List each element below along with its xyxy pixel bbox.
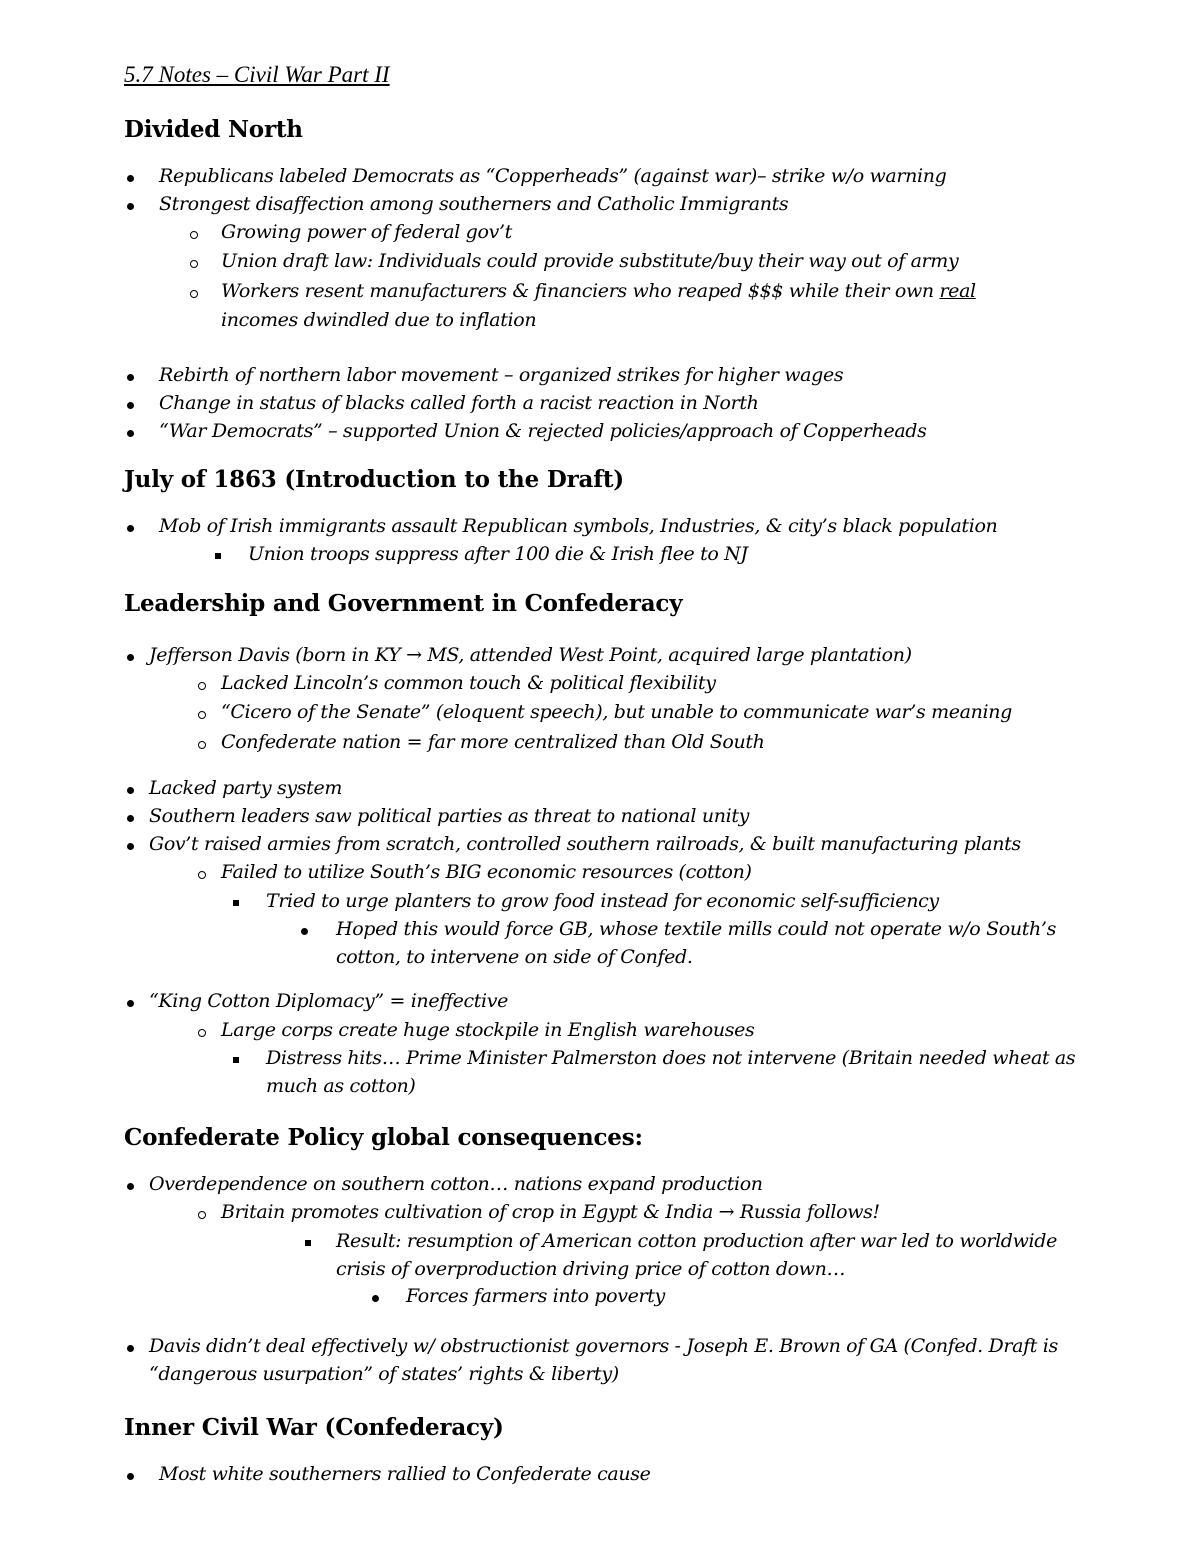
- page-title: 5.7 Notes – Civil War Part II: [124, 62, 390, 87]
- circle-bullet-icon: [198, 682, 206, 690]
- bullet-icon: [127, 815, 134, 822]
- heading-divided-north: Divided North: [124, 116, 303, 143]
- note-line: much as cotton): [266, 1075, 416, 1097]
- note-line: Result: resumption of American cotton production after war led to worldwide: [336, 1230, 1057, 1252]
- underlined-word: real: [939, 280, 976, 302]
- note-line: cotton, to intervene on side of Confed.: [336, 946, 693, 968]
- bullet-icon: [127, 787, 134, 794]
- note-line: Growing power of federal gov’t: [221, 221, 512, 243]
- square-bullet-icon: [233, 1057, 239, 1063]
- note-line: Davis didn’t deal effectively w/ obstructionist governors - Joseph E. Brown of GA (Confed. Draft is: [149, 1335, 1058, 1357]
- circle-bullet-icon: [190, 290, 198, 298]
- note-line: Tried to urge planters to grow food instead for economic self-sufficiency: [266, 890, 939, 912]
- bullet-icon: [127, 1345, 134, 1352]
- circle-bullet-icon: [198, 871, 206, 879]
- note-line: Republicans labeled Democrats as “Copperheads” (against war)– strike w/o warning: [159, 165, 947, 187]
- bullet-icon: [127, 203, 134, 210]
- bullet-icon: [127, 654, 134, 661]
- note-line: “Cicero of the Senate” (eloquent speech), but unable to communicate war’s meaning: [221, 701, 1012, 723]
- circle-bullet-icon: [198, 711, 206, 719]
- bullet-icon: [127, 175, 134, 182]
- bullet-icon: [127, 1183, 134, 1190]
- bullet-icon: [127, 1473, 134, 1480]
- note-line: incomes dwindled due to inflation: [221, 309, 537, 331]
- bullet-icon: [127, 402, 134, 409]
- heading-july-1863: July of 1863 (Introduction to the Draft): [124, 466, 624, 493]
- square-bullet-icon: [305, 1240, 311, 1246]
- note-line: Change in status of blacks called forth a racist reaction in North: [159, 392, 759, 414]
- note-line: Forces farmers into poverty: [406, 1285, 665, 1307]
- note-line: “King Cotton Diplomacy” = ineffective: [149, 990, 509, 1012]
- note-line: Jefferson Davis (born in KY → MS, attended West Point, acquired large plantation): [149, 644, 912, 666]
- note-line: Distress hits… Prime Minister Palmerston does not intervene (Britain needed wheat as: [266, 1047, 1076, 1069]
- bullet-icon: [127, 374, 134, 381]
- bullet-icon: [127, 525, 134, 532]
- note-line: Confederate nation = far more centralized than Old South: [221, 731, 765, 753]
- square-bullet-icon: [233, 900, 239, 906]
- square-bullet-icon: [215, 553, 221, 559]
- bullet-icon: [127, 843, 134, 850]
- note-line: Large corps create huge stockpile in English warehouses: [221, 1019, 755, 1041]
- note-line: Rebirth of northern labor movement – organized strikes for higher wages: [159, 364, 844, 386]
- note-line: Strongest disaffection among southerners and Catholic Immigrants: [159, 193, 789, 215]
- heading-global-consequences: Confederate Policy global consequences:: [124, 1124, 643, 1151]
- note-line: Lacked party system: [149, 777, 343, 799]
- bullet-icon: [372, 1295, 379, 1302]
- note-line: Lacked Lincoln’s common touch & political flexibility: [221, 672, 716, 694]
- note-line: crisis of overproduction driving price of cotton down…: [336, 1258, 846, 1280]
- note-line: Failed to utilize South’s BIG economic resources (cotton): [221, 861, 752, 883]
- note-line: “dangerous usurpation” of states’ rights & liberty): [149, 1363, 619, 1385]
- circle-bullet-icon: [190, 231, 198, 239]
- bullet-icon: [127, 430, 134, 437]
- heading-leadership: Leadership and Government in Confederacy: [124, 590, 683, 617]
- note-text: Workers resent manufacturers & financiers who reaped $$$ while their own: [221, 280, 940, 302]
- note-line: Britain promotes cultivation of crop in Egypt & India → Russia follows!: [221, 1201, 880, 1223]
- note-line: Southern leaders saw political parties as threat to national unity: [149, 805, 749, 827]
- circle-bullet-icon: [198, 1211, 206, 1219]
- note-line: Hoped this would force GB, whose textile mills could not operate w/o South’s: [336, 918, 1056, 940]
- note-line: Most white southerners rallied to Confederate cause: [159, 1463, 651, 1485]
- circle-bullet-icon: [190, 260, 198, 268]
- note-line: Union draft law: Individuals could provide substitute/buy their way out of army: [221, 250, 959, 272]
- circle-bullet-icon: [198, 741, 206, 749]
- note-line: Union troops suppress after 100 die & Irish flee to NJ: [248, 543, 748, 565]
- circle-bullet-icon: [198, 1029, 206, 1037]
- bullet-icon: [301, 928, 308, 935]
- note-line: Gov’t raised armies from scratch, controlled southern railroads, & built manufacturing plants: [149, 833, 1021, 855]
- bullet-icon: [127, 1000, 134, 1007]
- note-line: Overdependence on southern cotton… nations expand production: [149, 1173, 763, 1195]
- note-line: “War Democrats” – supported Union & rejected policies/approach of Copperheads: [159, 420, 927, 442]
- note-line: [221, 280, 976, 302]
- heading-inner-civil-war: Inner Civil War (Confederacy): [124, 1414, 504, 1441]
- note-line: Mob of Irish immigrants assault Republican symbols, Industries, & city’s black population: [159, 515, 998, 537]
